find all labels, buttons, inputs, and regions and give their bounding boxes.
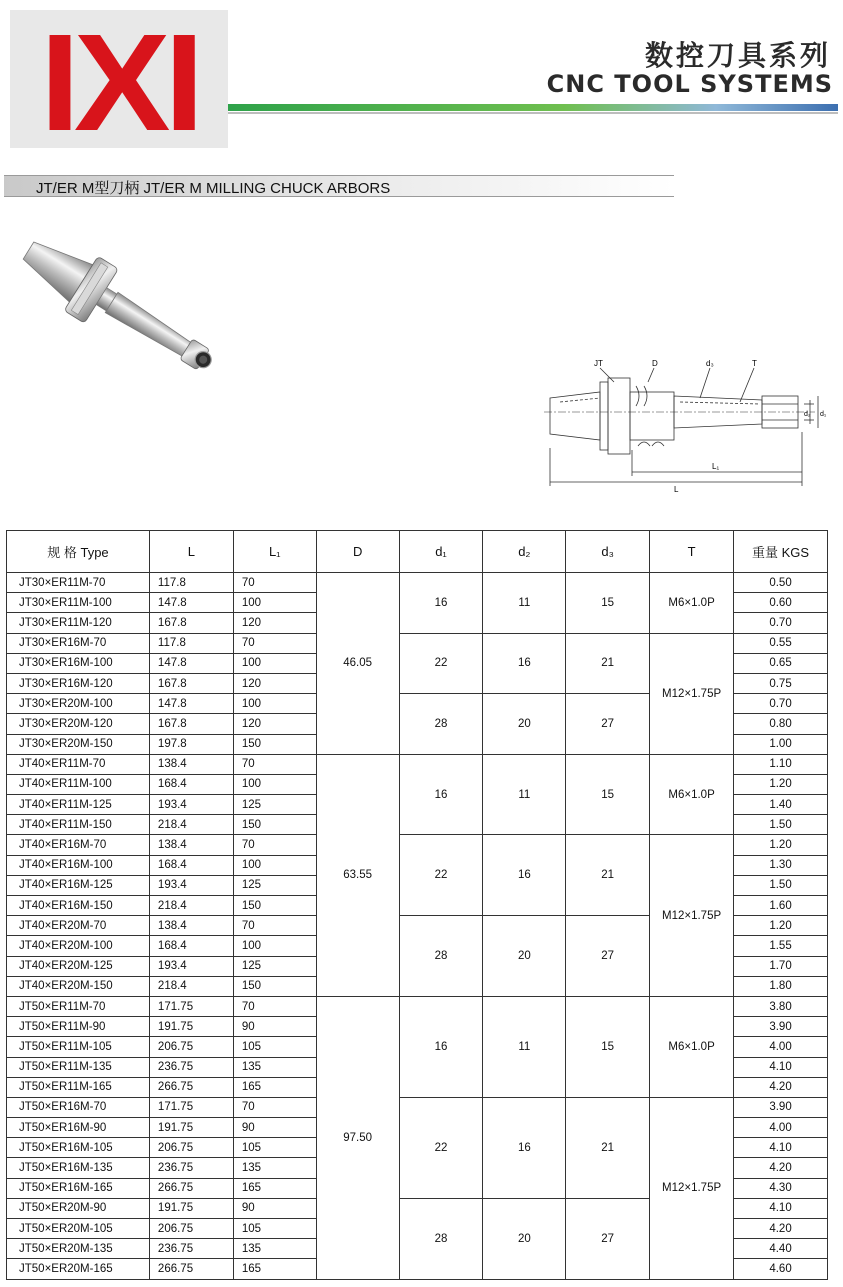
cell-weight: 1.30	[734, 855, 828, 875]
table-header-row	[7, 531, 828, 573]
cell-l: 168.4	[149, 774, 233, 794]
table-row	[7, 1097, 828, 1117]
cell-d2: 16	[483, 1097, 566, 1198]
cell-weight: 4.10	[734, 1138, 828, 1158]
table-row	[7, 996, 828, 1016]
header-d1: d₁	[399, 531, 483, 573]
cell-weight: 4.20	[734, 1158, 828, 1178]
cell-t: M6×1.0P	[650, 573, 734, 634]
cell-l1: 135	[233, 1057, 316, 1077]
cell-weight: 1.20	[734, 835, 828, 855]
cell-weight: 4.60	[734, 1259, 828, 1279]
cell-l1: 100	[233, 593, 316, 613]
cell-l1: 100	[233, 694, 316, 714]
cell-l: 266.75	[149, 1077, 233, 1097]
cell-l: 193.4	[149, 875, 233, 895]
cell-l1: 150	[233, 896, 316, 916]
cell-type: JT50×ER20M-105	[7, 1219, 150, 1239]
cell-l: 218.4	[149, 976, 233, 996]
cell-d3: 15	[566, 754, 650, 835]
table-row	[7, 835, 828, 855]
cell-d2: 11	[483, 754, 566, 835]
cell-weight: 4.00	[734, 1118, 828, 1138]
cell-weight: 4.10	[734, 1057, 828, 1077]
cell-type: JT50×ER16M-90	[7, 1118, 150, 1138]
cell-type: JT50×ER16M-135	[7, 1158, 150, 1178]
cell-type: JT50×ER11M-105	[7, 1037, 150, 1057]
cell-weight: 4.30	[734, 1178, 828, 1198]
cell-l1: 120	[233, 673, 316, 693]
cell-type: JT50×ER11M-135	[7, 1057, 150, 1077]
cell-l1: 90	[233, 1198, 316, 1218]
cell-l1: 70	[233, 573, 316, 593]
cell-type: JT40×ER11M-125	[7, 795, 150, 815]
cell-type: JT30×ER20M-120	[7, 714, 150, 734]
cell-type: JT40×ER20M-150	[7, 976, 150, 996]
cell-d2: 11	[483, 573, 566, 634]
label-d3: d₃	[706, 359, 714, 368]
cell-d2: 16	[483, 835, 566, 916]
cell-type: JT50×ER16M-105	[7, 1138, 150, 1158]
header-d: D	[316, 531, 399, 573]
header-d3: d₃	[566, 531, 650, 573]
cell-l: 138.4	[149, 754, 233, 774]
cell-d2: 20	[483, 1198, 566, 1279]
technical-drawing	[540, 352, 830, 500]
cell-l: 218.4	[149, 896, 233, 916]
cell-t: M12×1.75P	[650, 633, 734, 754]
cell-d: 97.50	[316, 996, 399, 1279]
cell-type: JT50×ER20M-90	[7, 1198, 150, 1218]
cell-type: JT50×ER11M-90	[7, 1017, 150, 1037]
cell-d2: 20	[483, 916, 566, 997]
cell-l: 171.75	[149, 1097, 233, 1117]
header-type: 规 格 Type	[7, 531, 150, 573]
cell-d1: 16	[399, 996, 483, 1097]
cell-l: 138.4	[149, 835, 233, 855]
cell-l1: 150	[233, 734, 316, 754]
cell-d3: 27	[566, 694, 650, 755]
cell-weight: 4.40	[734, 1239, 828, 1259]
cell-d3: 15	[566, 573, 650, 634]
cell-l1: 150	[233, 976, 316, 996]
cell-l1: 100	[233, 653, 316, 673]
header-weight: 重量 KGS	[734, 531, 828, 573]
cell-type: JT40×ER11M-100	[7, 774, 150, 794]
cell-type: JT30×ER11M-70	[7, 573, 150, 593]
header-l: L	[149, 531, 233, 573]
cell-d1: 28	[399, 916, 483, 997]
cell-d3: 27	[566, 1198, 650, 1279]
cell-weight: 0.50	[734, 573, 828, 593]
cell-type: JT30×ER11M-100	[7, 593, 150, 613]
cell-l: 218.4	[149, 815, 233, 835]
catalog-title-cn: 数控刀具系列	[644, 39, 831, 72]
cell-weight: 1.50	[734, 875, 828, 895]
cell-type: JT30×ER16M-100	[7, 653, 150, 673]
label-d: D	[652, 359, 658, 368]
cell-type: JT50×ER20M-165	[7, 1259, 150, 1279]
cell-weight: 1.10	[734, 754, 828, 774]
cell-weight: 4.10	[734, 1198, 828, 1218]
cell-t: M12×1.75P	[650, 835, 734, 997]
cell-weight: 0.70	[734, 694, 828, 714]
cell-d: 46.05	[316, 573, 399, 755]
cell-weight: 3.90	[734, 1017, 828, 1037]
cell-l: 191.75	[149, 1017, 233, 1037]
header-d2: d₂	[483, 531, 566, 573]
cell-l: 206.75	[149, 1138, 233, 1158]
cell-l: 147.8	[149, 593, 233, 613]
cell-d1: 22	[399, 835, 483, 916]
cell-l: 117.8	[149, 573, 233, 593]
cell-l: 193.4	[149, 795, 233, 815]
cell-l1: 100	[233, 774, 316, 794]
cell-weight: 0.80	[734, 714, 828, 734]
cell-d2: 20	[483, 694, 566, 755]
cell-l1: 70	[233, 835, 316, 855]
label-l: L	[674, 485, 679, 494]
cell-type: JT30×ER16M-70	[7, 633, 150, 653]
cell-weight: 1.20	[734, 774, 828, 794]
cell-d1: 22	[399, 1097, 483, 1198]
cell-d1: 28	[399, 1198, 483, 1279]
cell-l1: 90	[233, 1118, 316, 1138]
header-t: T	[650, 531, 734, 573]
table-row	[7, 754, 828, 774]
cell-l1: 165	[233, 1178, 316, 1198]
cell-d3: 27	[566, 916, 650, 997]
cell-l1: 70	[233, 754, 316, 774]
cell-l: 171.75	[149, 996, 233, 1016]
cell-l: 191.75	[149, 1118, 233, 1138]
cell-weight: 1.40	[734, 795, 828, 815]
cell-type: JT40×ER20M-100	[7, 936, 150, 956]
cell-weight: 4.00	[734, 1037, 828, 1057]
cell-weight: 0.60	[734, 593, 828, 613]
label-jt: JT	[594, 359, 603, 368]
cell-l: 168.4	[149, 936, 233, 956]
cell-l1: 125	[233, 875, 316, 895]
cell-l1: 70	[233, 1097, 316, 1117]
header-l1: L₁	[233, 531, 316, 573]
cell-t: M6×1.0P	[650, 754, 734, 835]
spec-table-body	[7, 573, 828, 1280]
section-title: JT/ER M型刀柄 JT/ER M MILLING CHUCK ARBORS	[36, 180, 391, 197]
cell-l1: 90	[233, 1017, 316, 1037]
cell-weight: 1.20	[734, 916, 828, 936]
cell-l1: 120	[233, 714, 316, 734]
cell-l1: 120	[233, 613, 316, 633]
cell-d1: 28	[399, 694, 483, 755]
cell-type: JT40×ER16M-70	[7, 835, 150, 855]
cell-d3: 15	[566, 996, 650, 1097]
cell-l: 117.8	[149, 633, 233, 653]
brand-logo	[10, 6, 228, 160]
cell-type: JT50×ER16M-70	[7, 1097, 150, 1117]
cell-type: JT30×ER20M-150	[7, 734, 150, 754]
cell-d1: 16	[399, 573, 483, 634]
catalog-title-en: CNC TOOL SYSTEMS	[546, 70, 833, 98]
product-photo	[8, 222, 223, 402]
cell-l1: 105	[233, 1219, 316, 1239]
cell-d2: 16	[483, 633, 566, 694]
cell-l1: 135	[233, 1239, 316, 1259]
cell-type: JT30×ER11M-120	[7, 613, 150, 633]
cell-l1: 150	[233, 815, 316, 835]
cell-t: M6×1.0P	[650, 996, 734, 1097]
cell-l1: 100	[233, 855, 316, 875]
spec-table	[6, 530, 828, 1280]
cell-weight: 1.60	[734, 896, 828, 916]
cell-d: 63.55	[316, 754, 399, 996]
cell-l1: 70	[233, 633, 316, 653]
cell-l: 236.75	[149, 1057, 233, 1077]
cell-type: JT50×ER11M-165	[7, 1077, 150, 1097]
cell-type: JT40×ER11M-70	[7, 754, 150, 774]
label-l1: L₁	[712, 462, 720, 471]
cell-d3: 21	[566, 633, 650, 694]
table-row	[7, 573, 828, 593]
cell-l: 167.8	[149, 613, 233, 633]
cell-l1: 105	[233, 1138, 316, 1158]
cell-l: 206.75	[149, 1219, 233, 1239]
cell-type: JT50×ER20M-135	[7, 1239, 150, 1259]
logo-text: IXI	[39, 6, 199, 160]
cell-l1: 105	[233, 1037, 316, 1057]
cell-l: 197.8	[149, 734, 233, 754]
cell-weight: 3.80	[734, 996, 828, 1016]
cell-l1: 125	[233, 795, 316, 815]
header-rule	[228, 104, 838, 111]
cell-weight: 4.20	[734, 1219, 828, 1239]
cell-weight: 1.70	[734, 956, 828, 976]
cell-l: 206.75	[149, 1037, 233, 1057]
cell-l: 167.8	[149, 714, 233, 734]
cell-d3: 21	[566, 1097, 650, 1198]
cell-type: JT40×ER20M-125	[7, 956, 150, 976]
cell-l: 167.8	[149, 673, 233, 693]
cell-l: 266.75	[149, 1178, 233, 1198]
cell-type: JT30×ER16M-120	[7, 673, 150, 693]
cell-weight: 3.90	[734, 1097, 828, 1117]
cell-type: JT40×ER16M-100	[7, 855, 150, 875]
cell-l: 168.4	[149, 855, 233, 875]
cell-type: JT40×ER11M-150	[7, 815, 150, 835]
cell-l1: 100	[233, 936, 316, 956]
cell-weight: 0.70	[734, 613, 828, 633]
cell-l1: 70	[233, 916, 316, 936]
cell-l1: 165	[233, 1259, 316, 1279]
table-row	[7, 633, 828, 653]
cell-l: 193.4	[149, 956, 233, 976]
cell-type: JT40×ER16M-125	[7, 875, 150, 895]
cell-type: JT30×ER20M-100	[7, 694, 150, 714]
cell-l1: 165	[233, 1077, 316, 1097]
cell-type: JT50×ER16M-165	[7, 1178, 150, 1198]
cell-d1: 16	[399, 754, 483, 835]
cell-l: 138.4	[149, 916, 233, 936]
cell-weight: 1.00	[734, 734, 828, 754]
cell-l1: 125	[233, 956, 316, 976]
cell-l: 236.75	[149, 1239, 233, 1259]
header-rule-shadow	[228, 112, 838, 114]
label-d1: d₁	[820, 411, 827, 418]
cell-l1: 135	[233, 1158, 316, 1178]
cell-weight: 4.20	[734, 1077, 828, 1097]
cell-d3: 21	[566, 835, 650, 916]
cell-t: M12×1.75P	[650, 1097, 734, 1279]
cell-weight: 1.55	[734, 936, 828, 956]
cell-type: JT40×ER16M-150	[7, 896, 150, 916]
cell-l: 147.8	[149, 653, 233, 673]
label-d2: d₂	[804, 411, 811, 418]
cell-l: 236.75	[149, 1158, 233, 1178]
label-t: T	[752, 359, 757, 368]
cell-type: JT50×ER11M-70	[7, 996, 150, 1016]
cell-weight: 0.65	[734, 653, 828, 673]
cell-type: JT40×ER20M-70	[7, 916, 150, 936]
cell-l: 147.8	[149, 694, 233, 714]
cell-l: 266.75	[149, 1259, 233, 1279]
cell-weight: 0.55	[734, 633, 828, 653]
cell-weight: 1.50	[734, 815, 828, 835]
cell-d1: 22	[399, 633, 483, 694]
cell-weight: 0.75	[734, 673, 828, 693]
cell-l: 191.75	[149, 1198, 233, 1218]
cell-weight: 1.80	[734, 976, 828, 996]
cell-d2: 11	[483, 996, 566, 1097]
cell-l1: 70	[233, 996, 316, 1016]
